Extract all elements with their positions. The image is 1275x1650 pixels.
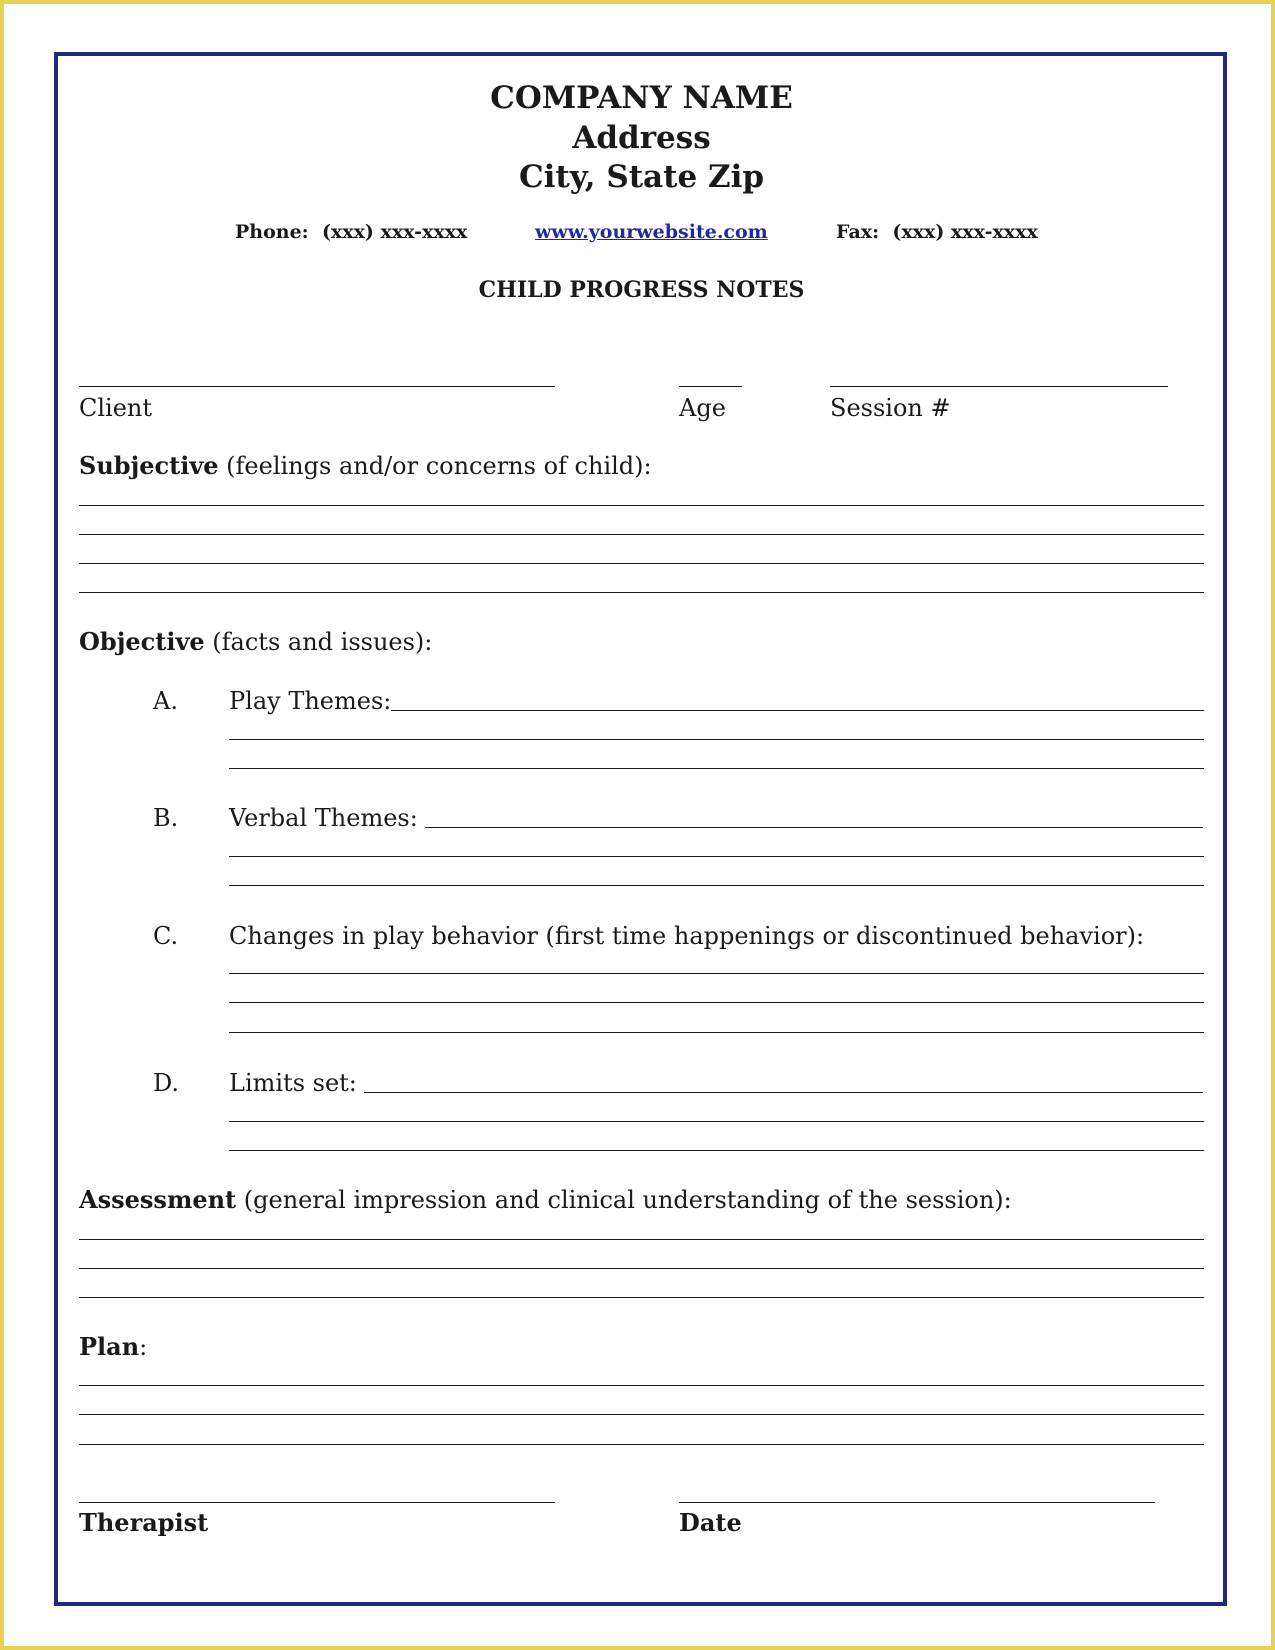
plan-description: : — [139, 1333, 148, 1361]
session-line[interactable] — [830, 386, 1168, 387]
limits-set-line-3[interactable] — [229, 1150, 1204, 1151]
verbal-themes-line-3[interactable] — [229, 885, 1204, 886]
limits-set-line-1[interactable] — [364, 1092, 1203, 1093]
plan-line-3[interactable] — [79, 1444, 1204, 1445]
limits-set-line-2[interactable] — [229, 1121, 1204, 1122]
phone-value: (xxx) xxx-xxxx — [321, 221, 468, 243]
assessment-line-3[interactable] — [79, 1297, 1204, 1298]
play-behavior-label: Changes in play behavior (first time happenings or discontinued behavior): — [229, 922, 1145, 950]
company-name: COMPANY NAME — [490, 80, 793, 116]
verbal-themes-label: Verbal Themes: — [229, 804, 418, 832]
therapist-label: Therapist — [79, 1508, 209, 1537]
phone-label: Phone: — [235, 221, 309, 243]
form-title: CHILD PROGRESS NOTES — [478, 277, 805, 303]
plan-line-1[interactable] — [79, 1385, 1204, 1386]
play-themes-letter: A. — [153, 687, 178, 715]
assessment-heading-line — [79, 1185, 1012, 1215]
objective-description: (facts and issues): — [204, 628, 433, 656]
phone-line — [235, 220, 467, 244]
assessment-line-1[interactable] — [79, 1239, 1204, 1240]
play-behavior-line-1[interactable] — [229, 973, 1204, 974]
age-label: Age — [679, 394, 726, 422]
company-city-state-zip: City, State Zip — [518, 159, 765, 195]
subjective-heading-line — [79, 451, 652, 481]
limits-set-label: Limits set: — [229, 1069, 357, 1097]
company-address: Address — [572, 120, 711, 156]
limits-set-letter: D. — [153, 1069, 180, 1097]
assessment-description: (general impression and clinical understanding of the session): — [236, 1186, 1012, 1214]
date-line[interactable] — [679, 1502, 1155, 1503]
subjective-description: (feelings and/or concerns of child): — [218, 452, 652, 480]
play-behavior-line-3[interactable] — [229, 1032, 1204, 1033]
assessment-line-2[interactable] — [79, 1268, 1204, 1269]
objective-heading: Objective — [79, 627, 205, 656]
website-link-wrap — [535, 220, 768, 244]
verbal-themes-line-1[interactable] — [425, 827, 1203, 828]
therapist-signature-line[interactable] — [79, 1502, 555, 1503]
subjective-line-1[interactable] — [79, 505, 1204, 506]
assessment-heading: Assessment — [79, 1185, 237, 1214]
fax-label: Fax: — [836, 221, 880, 243]
client-line[interactable] — [79, 386, 555, 387]
session-label: Session # — [830, 394, 951, 422]
play-themes-line-2[interactable] — [229, 739, 1204, 740]
subjective-line-3[interactable] — [79, 563, 1204, 564]
play-themes-label: Play Themes: — [229, 687, 392, 715]
subjective-line-4[interactable] — [79, 592, 1204, 593]
plan-heading: Plan — [79, 1332, 140, 1361]
plan-line-2[interactable] — [79, 1414, 1204, 1415]
verbal-themes-line-2[interactable] — [229, 856, 1204, 857]
client-label: Client — [79, 394, 153, 422]
subjective-heading: Subjective — [79, 451, 219, 480]
play-themes-line-1[interactable] — [391, 710, 1204, 711]
objective-heading-line — [79, 627, 432, 657]
date-label: Date — [679, 1508, 742, 1537]
subjective-line-2[interactable] — [79, 534, 1204, 535]
age-line[interactable] — [679, 386, 742, 387]
play-themes-line-3[interactable] — [229, 768, 1204, 769]
website-link[interactable]: www.yourwebsite.com — [535, 221, 768, 243]
play-behavior-line-2[interactable] — [229, 1002, 1204, 1003]
plan-heading-line — [79, 1332, 147, 1362]
play-behavior-letter: C. — [153, 922, 179, 950]
verbal-themes-letter: B. — [153, 804, 179, 832]
fax-line — [836, 220, 1038, 244]
fax-value: (xxx) xxx-xxxx — [892, 221, 1038, 243]
